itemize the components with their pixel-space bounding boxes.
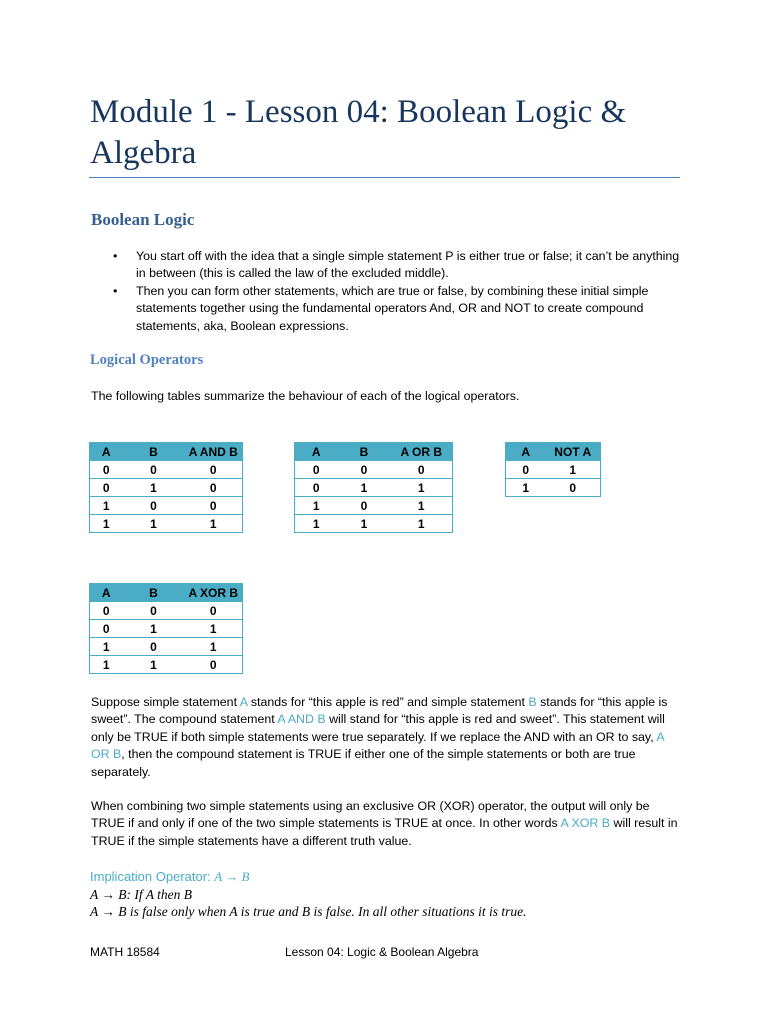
table-header-cell: A XOR B bbox=[185, 584, 243, 602]
table-cell: 0 bbox=[90, 620, 123, 638]
table-cell: 1 bbox=[185, 620, 243, 638]
table-cell: 0 bbox=[185, 602, 243, 620]
bullet-item bbox=[113, 283, 683, 335]
table-row bbox=[90, 620, 243, 638]
table-cell: 1 bbox=[338, 479, 391, 497]
table-cell: 0 bbox=[295, 461, 338, 479]
table-cell: 0 bbox=[185, 461, 243, 479]
table-cell: 1 bbox=[123, 656, 185, 674]
intro-paragraph: The following tables summarize the behaviour of each of the logical operators. bbox=[91, 389, 520, 403]
bullet-list bbox=[113, 248, 683, 335]
table-cell: 0 bbox=[90, 602, 123, 620]
table-cell: 0 bbox=[185, 656, 243, 674]
heading-logical-operators: Logical Operators bbox=[90, 352, 204, 368]
paragraph-text: will result in TRUE if the simple statements have a different truth value. bbox=[91, 816, 678, 848]
bullet-text: Then you can form other statements, which are true or false, by combining these initial simple statements together using the fundamental operators And, OR and NOT to create compound statements, aka, Boolean expressions. bbox=[136, 283, 649, 333]
table-row bbox=[90, 515, 243, 533]
table-cell: 0 bbox=[123, 638, 185, 656]
table-header-cell: A bbox=[506, 443, 546, 461]
paragraph-text: will stand for “this apple is red and sweet”. This statement will only be TRUE if both simple statements were true separately. If we replace the AND with an OR to say, bbox=[91, 712, 665, 744]
table-row bbox=[90, 656, 243, 674]
or-truth-table bbox=[294, 442, 453, 533]
table-cell: 1 bbox=[391, 479, 453, 497]
bullet-icon: • bbox=[113, 249, 118, 263]
footer-lesson-title: Lesson 04: Logic & Boolean Algebra bbox=[285, 945, 479, 959]
table-cell: 1 bbox=[506, 479, 546, 497]
table-header-cell: A bbox=[90, 584, 123, 602]
table-header-row bbox=[506, 443, 601, 461]
table-cell: 0 bbox=[123, 497, 185, 515]
table-header-row bbox=[90, 584, 243, 602]
table-cell: 1 bbox=[90, 497, 123, 515]
table-cell: 1 bbox=[338, 515, 391, 533]
table-header-cell: B bbox=[123, 584, 185, 602]
table-cell: 1 bbox=[391, 497, 453, 515]
highlight-term: A XOR B bbox=[560, 816, 611, 831]
table-cell: 1 bbox=[295, 497, 338, 515]
table-cell: 0 bbox=[90, 479, 123, 497]
table-cell: 0 bbox=[506, 461, 546, 479]
table-row bbox=[90, 479, 243, 497]
table-cell: 1 bbox=[185, 638, 243, 656]
table-row bbox=[506, 461, 601, 479]
heading-boolean-logic: Boolean Logic bbox=[91, 210, 195, 229]
implication-rule: A → B is false only when A is true and B is false. In all other situations it is true. bbox=[90, 904, 527, 919]
paragraph-text: Suppose simple statement bbox=[91, 695, 240, 709]
table-cell: 0 bbox=[123, 461, 185, 479]
table-cell: 1 bbox=[295, 515, 338, 533]
table-cell: 0 bbox=[185, 479, 243, 497]
paragraph-text: stands for “this apple is red” and simple statement bbox=[247, 695, 529, 709]
table-cell: 1 bbox=[185, 515, 243, 533]
table-row bbox=[295, 497, 453, 515]
paragraph-text: When combining two simple statements using an exclusive OR (XOR) operator, the output will only be TRUE if and only if one of the two simple statements is TRUE at once. In other words bbox=[91, 799, 650, 831]
and-truth-table bbox=[89, 442, 243, 533]
table-header-row bbox=[90, 443, 243, 461]
table-header-cell: A AND B bbox=[185, 443, 243, 461]
highlight-term: A OR B bbox=[91, 729, 664, 762]
xor-truth-table bbox=[89, 583, 243, 674]
table-header-row bbox=[295, 443, 453, 461]
xor-paragraph bbox=[91, 798, 681, 850]
table-cell: 0 bbox=[391, 461, 453, 479]
footer-course-code: MATH 18584 bbox=[90, 945, 160, 959]
not-truth-table bbox=[505, 442, 601, 497]
table-row bbox=[506, 479, 601, 497]
table-cell: 0 bbox=[338, 497, 391, 515]
table-header-cell: B bbox=[338, 443, 391, 461]
table-cell: 0 bbox=[295, 479, 338, 497]
page-title: Module 1 - Lesson 04: Boolean Logic & Algebra bbox=[90, 94, 627, 171]
paragraph-text: , then the compound statement is TRUE if either one of the simple statements or both are true separately. bbox=[91, 747, 636, 779]
implication-definition: A → B: If A then B bbox=[90, 887, 192, 902]
highlight-term: A AND B bbox=[277, 712, 326, 727]
bullet-icon: • bbox=[113, 283, 118, 298]
table-row bbox=[90, 497, 243, 515]
table-cell: 1 bbox=[546, 461, 601, 479]
table-cell: 1 bbox=[90, 656, 123, 674]
table-row bbox=[90, 602, 243, 620]
table-header-cell: NOT A bbox=[546, 443, 601, 461]
paragraph-text: stands for “this apple is sweet”. The compound statement bbox=[91, 695, 668, 727]
implication-heading-text: Implication Operator: bbox=[90, 869, 215, 884]
table-row bbox=[295, 515, 453, 533]
table-cell: 1 bbox=[123, 620, 185, 638]
table-cell: 1 bbox=[123, 515, 185, 533]
table-cell: 1 bbox=[391, 515, 453, 533]
table-cell: 0 bbox=[185, 497, 243, 515]
table-header-cell: A bbox=[90, 443, 123, 461]
highlight-term: A bbox=[239, 695, 248, 709]
title-divider bbox=[89, 177, 680, 178]
table-cell: 1 bbox=[123, 479, 185, 497]
table-header-cell: A OR B bbox=[391, 443, 453, 461]
table-header-cell: A bbox=[295, 443, 338, 461]
table-cell: 1 bbox=[90, 515, 123, 533]
table-cell: 0 bbox=[546, 479, 601, 497]
table-row bbox=[295, 461, 453, 479]
implication-heading-math: A → B bbox=[214, 869, 250, 884]
table-cell: 0 bbox=[123, 602, 185, 620]
table-cell: 0 bbox=[90, 461, 123, 479]
bullet-item bbox=[113, 248, 683, 283]
table-row bbox=[295, 479, 453, 497]
implication-heading bbox=[90, 869, 249, 885]
table-row bbox=[90, 461, 243, 479]
table-row bbox=[90, 638, 243, 656]
table-cell: 0 bbox=[338, 461, 391, 479]
bullet-text: You start off with the idea that a single simple statement P is either true or false; it can’t be anything in between (this is called the law of the excluded middle). bbox=[136, 249, 680, 281]
table-header-cell: B bbox=[123, 443, 185, 461]
table-cell: 1 bbox=[90, 638, 123, 656]
highlight-term: B bbox=[528, 695, 537, 709]
apple-example-paragraph bbox=[91, 694, 681, 781]
